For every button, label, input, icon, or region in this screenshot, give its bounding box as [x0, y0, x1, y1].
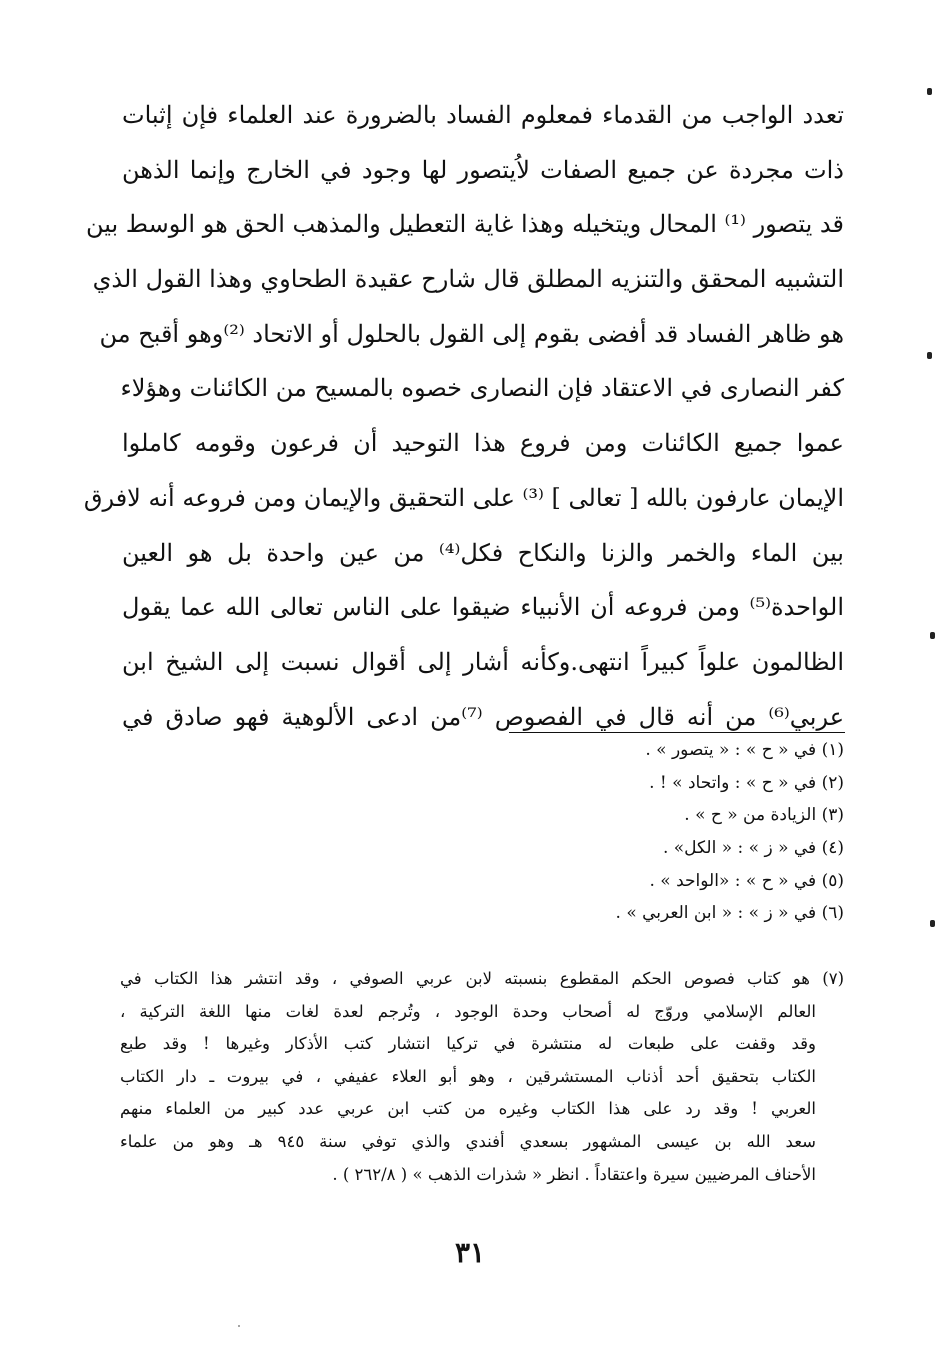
body-line: كفر النصارى في الاعتقاد فإن النصارى خصوه بالمسيح من الكائنات وهؤلاء [120, 374, 844, 403]
footnote-7-line: وقد وقفت على طبعات له منتشرة في تركيا انتشار كتب الأذكار وغيرها ! وقد طبع [120, 1034, 816, 1054]
footnote-separator [509, 732, 845, 733]
body-line: عموا جميع الكائنات ومن فروع هذا التوحيد أن فرعون وقومه كاملوا [122, 429, 844, 458]
margin-mark [930, 920, 935, 927]
body-line: التشبيه المحقق والتنزيه المطلق قال شارح عقيدة الطحاوي وهذا القول الذي [92, 265, 844, 294]
page-number: ٣١ [454, 1236, 486, 1269]
scan-speck [238, 1325, 240, 1327]
footnote-7-line: (٧) هو كتاب فصوص الحكم المقطوع بنسبته لابن عربي الصوفي ، وقد انتشر هذا الكتاب في [120, 969, 844, 988]
main-text-block [83, 88, 845, 744]
footnote-7-line: سعد الله بن عيسى المشهور بسعدي أفندي والذي توفي سنة ٩٤٥ هـ وهو من علماء [120, 1131, 816, 1151]
body-line: قد يتصور ⁽¹⁾ المحال ويتخيله وهذا غاية التعطيل والمذهب الحق هو الوسط بين [85, 210, 844, 239]
footnote-7-line: الكتاب بتحقيق أحد أذناب المستشرقين ، وهو أبو العلاء عفيفي ، في بيروت ـ دار الكتاب [120, 1066, 816, 1086]
footnote-3: (٣) الزيادة من « ح » . [684, 805, 844, 826]
body-line: بين الماء والخمر والزنا والنكاح فكل⁽⁴⁾ من عين واحدة بل هو العين [122, 538, 844, 567]
margin-mark [927, 352, 932, 359]
margin-mark [930, 632, 935, 639]
body-line: الواحدة⁽⁵⁾ ومن فروعه أن الأنبياء ضيقوا على الناس تعالى الله عما يقول [122, 593, 845, 622]
footnote-7-line: العربي ! وقد رد على هذا الكتاب وغيره من كتب ابن عربي عدد كبير من العلماء منهم [120, 1099, 816, 1119]
body-line: الظالمون علواً كبيراً انتهى.وكأنه أشار إلى أقوال نسبت إلى الشيخ ابن [122, 647, 844, 676]
body-line: الإيمان عارفون بالله [ تعالى ] ⁽³⁾ على التحقيق والإيمان ومن فروعه أنه لافرق [83, 483, 844, 512]
footnote-5: (٥) في « ح » : «الواحد » . [649, 870, 844, 891]
body-line: ذات مجردة عن جميع الصفات لاُيتصور لها وجود في الخارج وإنما الذهن [122, 155, 844, 184]
body-line: هو ظاهر الفساد قد أفضى بقوم إلى القول بالحلول أو الاتحاد ⁽²⁾وهو أقبح من [99, 319, 844, 348]
body-line: عربي⁽⁶⁾ من أنه قال في الفصوص ⁽⁷⁾من ادعى الألوهية فهو صادق في [122, 702, 845, 731]
footnote-1: (١) في « ح » : « يتصور » . [645, 740, 844, 760]
footnote-7 [120, 963, 844, 1191]
footnote-2: (٢) في « ح » : واتحاد » ! . [649, 772, 844, 793]
footnote-7-line: الأحناف المرضيين سيرة واعتقاداً . انظر « شذرات الذهب » ( ٢٦٢/٨ ) . [332, 1164, 816, 1184]
footnote-7-line: العالم الإسلامي وروّج له أصحاب وحدة الوجود ، وتُرجم لعدة لغات منها اللغة التركية ، [120, 1001, 816, 1021]
margin-mark [927, 88, 932, 95]
body-line: تعدد الواجب من القدماء فمعلوم الفساد بالضرورة عند العلماء فإن إثبات [122, 101, 844, 129]
footnote-6: (٦) في « ز » : « ابن العربي » . [615, 903, 844, 924]
footnote-4: (٤) في « ز » : « الكل» . [662, 838, 844, 859]
footnotes-block [120, 734, 844, 930]
